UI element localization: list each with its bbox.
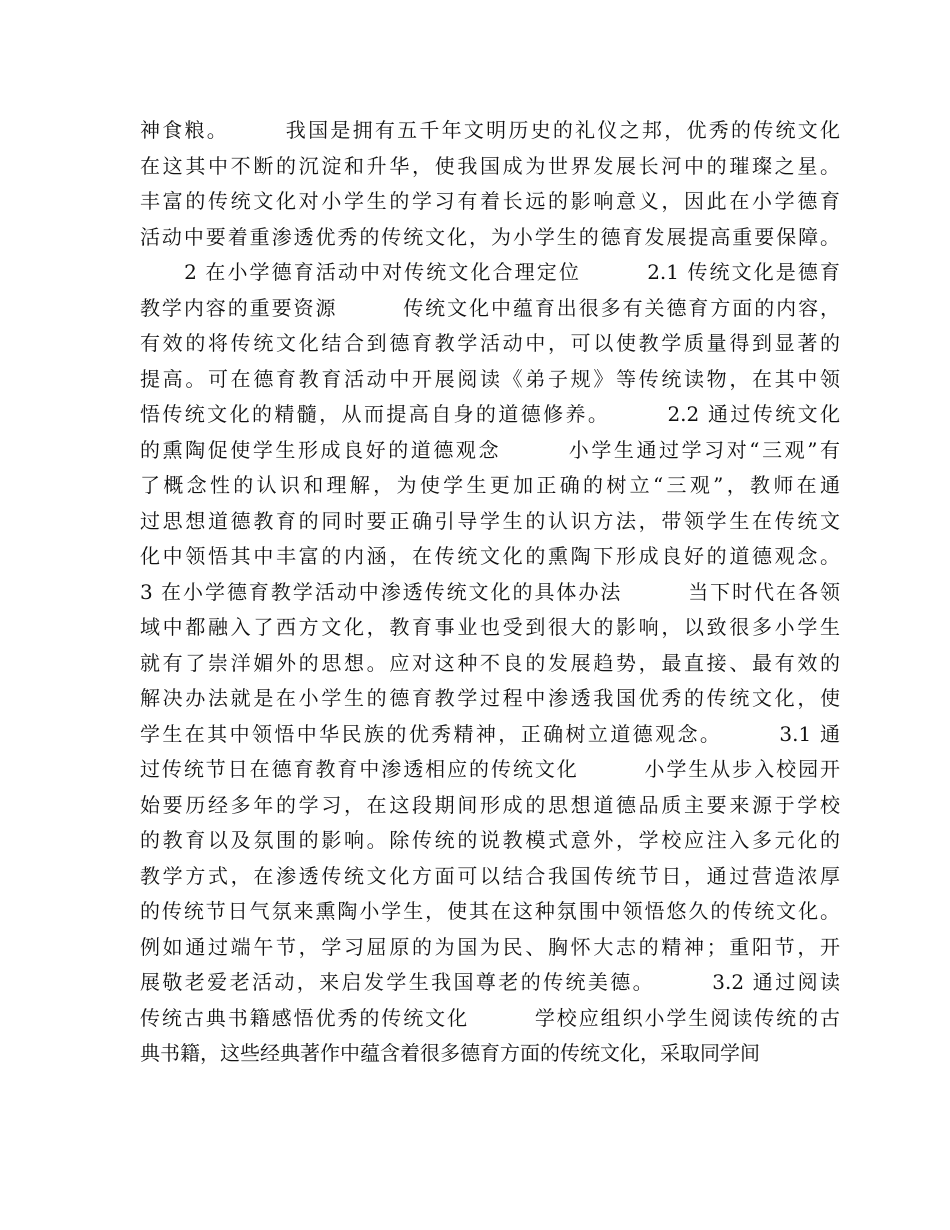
text-line: 3 在小学德育教学活动中渗透传统文化的具体办法 当下时代在各领 [140,579,840,604]
text-line: 学生在其中领悟中华民族的优秀精神，正确树立道德观念。 3.1 通 [140,721,840,746]
text-line: 过思想道德教育的同时要正确引导学生的认识方法，带领学生在传统文 [140,508,840,533]
text-line: 的熏陶促使学生形成良好的道德观念 小学生通过学习对“三观”有 [140,437,840,462]
text-line: 2 在小学德育活动中对传统文化合理定位 2.1 传统文化是德育 [140,260,840,284]
text-line: 有效的将传统文化结合到德育教学活动中，可以使教学质量得到显著的 [140,331,840,355]
text-line: 化中领悟其中丰富的内涵，在传统文化的熏陶下形成良好的道德观念。 [140,544,840,568]
text-line: 丰富的传统文化对小学生的学习有着长远的影响意义，因此在小学德育 [140,189,840,213]
text-line: 始要历经多年的学习，在这段期间形成的思想道德品质主要来源于学校 [140,792,840,817]
text-line: 活动中要着重渗透优秀的传统文化，为小学生的德育发展提高重要保障。 [140,224,840,249]
text-line: 过传统节日在德育教育中渗透相应的传统文化 小学生从步入校园开 [140,757,840,781]
text-line: 解决办法就是在小学生的德育教学过程中渗透我国优秀的传统文化，使 [140,686,840,710]
text-line: 典书籍，这些经典著作中蕴含着很多德育方面的传统文化，采取同学间 [140,1041,760,1065]
text-line: 教学内容的重要资源 传统文化中蕴育出很多有关德育方面的内容， [140,295,840,320]
body-text [140,113,840,1072]
text-line: 的教育以及氛围的影响。除传统的说教模式意外，学校应注入多元化的 [140,828,840,852]
text-line: 悟传统文化的精髓，从而提高自身的道德修养。 2.2 通过传统文化 [140,402,840,426]
text-line: 了概念性的认识和理解，为使学生更加正确的树立“三观”，教师在通 [140,473,840,497]
text-line: 展敬老爱老活动，来启发学生我国尊老的传统美德。 3.2 通过阅读 [140,970,840,994]
text-line: 例如通过端午节，学习屈原的为国为民、胸怀大志的精神；重阳节，开 [140,934,840,959]
text-line: 就有了崇洋媚外的思想。应对这种不良的发展趋势，最直接、最有效的 [140,650,840,675]
text-line: 的传统节日气氛来熏陶小学生，使其在这种氛围中领悟悠久的传统文化。 [140,899,840,923]
text-line: 域中都融入了西方文化，教育事业也受到很大的影响，以致很多小学生 [140,615,840,639]
text-line: 教学方式，在渗透传统文化方面可以结合我国传统节日，通过营造浓厚 [140,863,840,888]
text-line: 神食粮。 我国是拥有五千年文明历史的礼仪之邦，优秀的传统文化 [140,118,840,142]
text-line: 传统古典书籍感悟优秀的传统文化 学校应组织小学生阅读传统的古 [140,1005,840,1030]
text-line: 提高。可在德育教育活动中开展阅读《弟子规》等传统读物，在其中领 [140,366,840,391]
text-line: 在这其中不断的沉淀和升华，使我国成为世界发展长河中的璀璨之星。 [140,153,840,178]
